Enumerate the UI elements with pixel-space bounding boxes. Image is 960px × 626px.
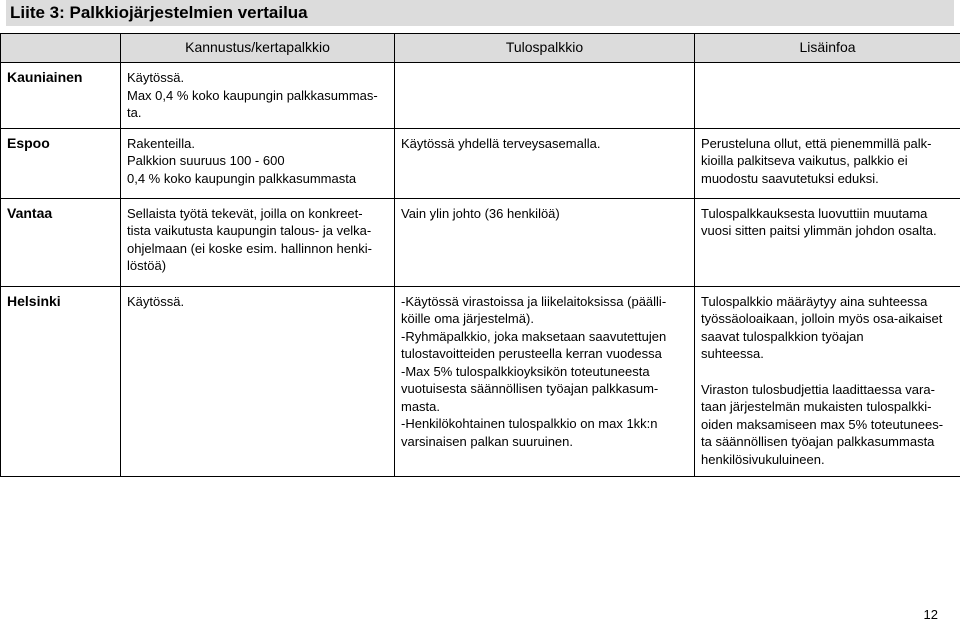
- cell-info: [695, 286, 960, 476]
- cell-info: [695, 63, 960, 129]
- page-number: 12: [923, 607, 938, 622]
- cell-info: Tulospalkkauksesta luovuttiin muutama vuosi sitten paitsi ylimmän johdon osalta.: [695, 198, 960, 286]
- comparison-table: [0, 33, 960, 477]
- cell-profit: Käytössä yhdellä terveysasemalla.: [395, 128, 695, 198]
- table-header-row: [1, 34, 960, 63]
- cell-bonus: Käytössä.: [121, 286, 395, 476]
- cell-bonus: Käytössä. Max 0,4 % koko kaupungin palkkasummas- ta.: [121, 63, 395, 129]
- header-cell-profit: Tulospalkkio: [395, 34, 695, 63]
- cell-bonus: Sellaista työtä tekevät, joilla on konkreet- tista vaikutusta kaupungin talous- ja velka- ohjelmaan (ei koske esim. hallinnon henki- löstöä): [121, 198, 395, 286]
- row-city: Vantaa: [1, 198, 121, 286]
- table-row: [1, 198, 960, 286]
- header-cell-info: Lisäinfoa: [695, 34, 960, 63]
- row-city: Kauniainen: [1, 63, 121, 129]
- cell-bonus: Rakenteilla. Palkkion suuruus 100 - 600 0,4 % koko kaupungin palkkasummasta: [121, 128, 395, 198]
- row-city: Espoo: [1, 128, 121, 198]
- header-cell-empty: [1, 34, 121, 63]
- info-paragraph: Viraston tulosbudjettia laadittaessa vara- taan järjestelmän mukaisten tulospalkki- oiden maksamiseen max 5% toteutunees- ta säännöllisen työajan palkkasummasta henkilösivukuluineen.: [701, 381, 944, 467]
- table-row: [1, 63, 960, 129]
- info-paragraph: Tulospalkkio määräytyy aina suhteessa työssäoloaikaan, jolloin myös osa-aikaiset saavat tulospalkkion työajan suhteessa.: [701, 293, 943, 361]
- table-row: [1, 128, 960, 198]
- row-city: Helsinki: [1, 286, 121, 476]
- cell-info: Perusteluna ollut, että pienemmillä palk- kioilla palkitseva vaikutus, palkkio ei muodostu saavutetuksi eduksi.: [695, 128, 960, 198]
- cell-profit: Vain ylin johto (36 henkilöä): [395, 198, 695, 286]
- page-title: Liite 3: Palkkiojärjestelmien vertailua: [6, 0, 954, 26]
- table-row: [1, 286, 960, 476]
- cell-profit: -Käytössä virastoissa ja liikelaitoksissa (päälli- köille oma järjestelmä). -Ryhmäpalkkio, joka maksetaan saavutettujen tulostavoitteiden perusteella kerran vuodessa -Max 5% tulospalkkioyksikön toteutuneesta vuotuisesta säännöllisen työajan palkkasum- masta. -Henkilökohtainen tulospalkkio on max 1kk:n varsinaisen palkan suuruinen.: [395, 286, 695, 476]
- cell-profit: [395, 63, 695, 129]
- header-cell-bonus: Kannustus/kertapalkkio: [121, 34, 395, 63]
